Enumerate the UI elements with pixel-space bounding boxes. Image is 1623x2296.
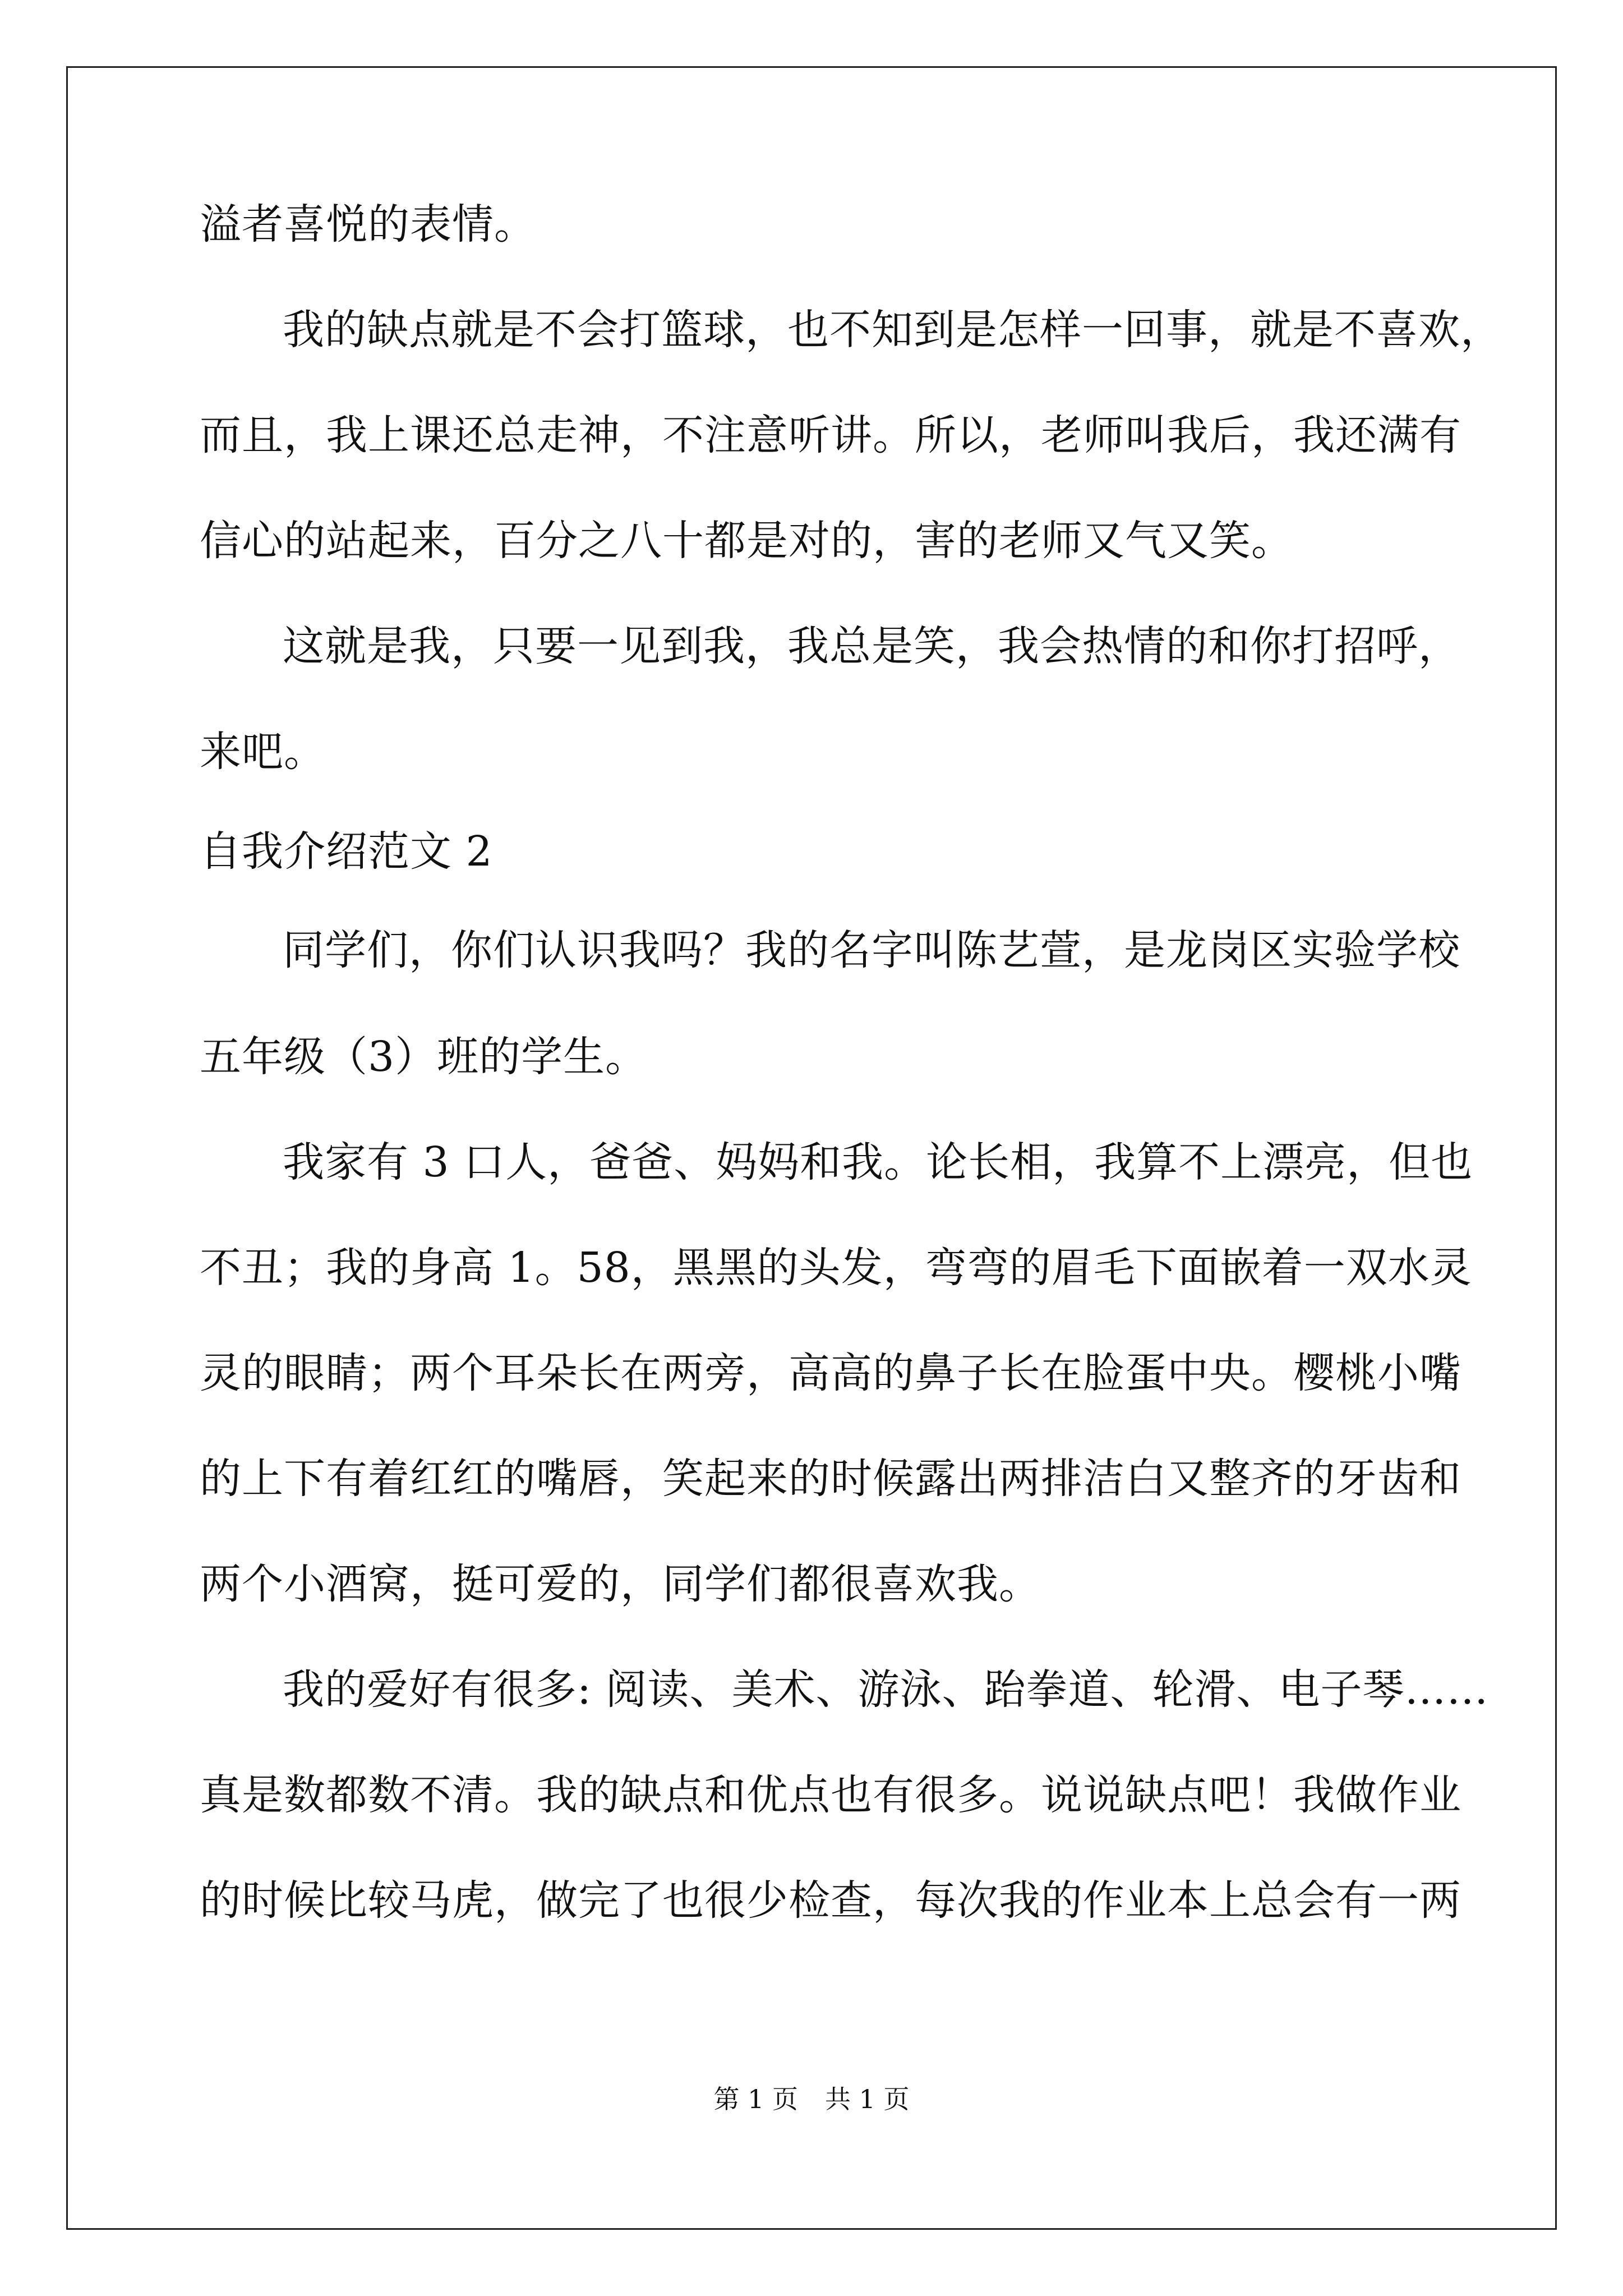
text-line: 的上下有着红红的嘴唇，笑起来的时候露出两排洁白又整齐的牙齿和 — [200, 1455, 1461, 1503]
page-total: 共 1 页 — [825, 2084, 910, 2114]
text-line: 灵的眼睛；两个耳朵长在两旁，高高的鼻子长在脸蛋中央。樱桃小嘴 — [200, 1349, 1461, 1397]
text-line: 的时候比较马虎，做完了也很少检查，每次我的作业本上总会有一两 — [200, 1876, 1461, 1925]
text-line: 五年级（3）班的学生。 — [200, 1033, 648, 1081]
text-line: 溢者喜悦的表情。 — [200, 200, 536, 249]
text-line: 而且，我上课还总走神，不注意听讲。所以，老师叫我后，我还满有 — [200, 411, 1461, 459]
text-line: 不丑；我的身高 1。58，黑黑的头发，弯弯的眉毛下面嵌着一双水灵 — [200, 1244, 1472, 1292]
text-line: 同学们，你们认识我吗？我的名字叫陈艺萱，是龙岗区实验学校 — [283, 926, 1460, 974]
text-line: 这就是我，只要一见到我，我总是笑，我会热情的和你打招呼， — [283, 622, 1460, 670]
page-number: 第 1 页 — [713, 2084, 798, 2114]
text-line: 来吧。 — [200, 728, 326, 776]
page-footer — [0, 2083, 1623, 2115]
text-line: 信心的站起来，百分之八十都是对的，害的老师又气又笑。 — [200, 517, 1293, 565]
text-line: 两个小酒窝，挺可爱的，同学们都很喜欢我。 — [200, 1560, 1041, 1608]
text-line: 我的爱好有很多: 阅读、美术、游泳、跆拳道、轮滑、电子琴…… — [283, 1665, 1489, 1714]
section-heading: 自我介绍范文 2 — [200, 827, 493, 876]
text-line: 真是数都数不清。我的缺点和优点也有很多。说说缺点吧！我做作业 — [200, 1771, 1461, 1819]
text-line: 我的缺点就是不会打篮球，也不知到是怎样一回事，就是不喜欢， — [283, 306, 1502, 354]
text-line: 我家有 3 口人，爸爸、妈妈和我。论长相，我算不上漂亮，但也 — [283, 1138, 1473, 1186]
